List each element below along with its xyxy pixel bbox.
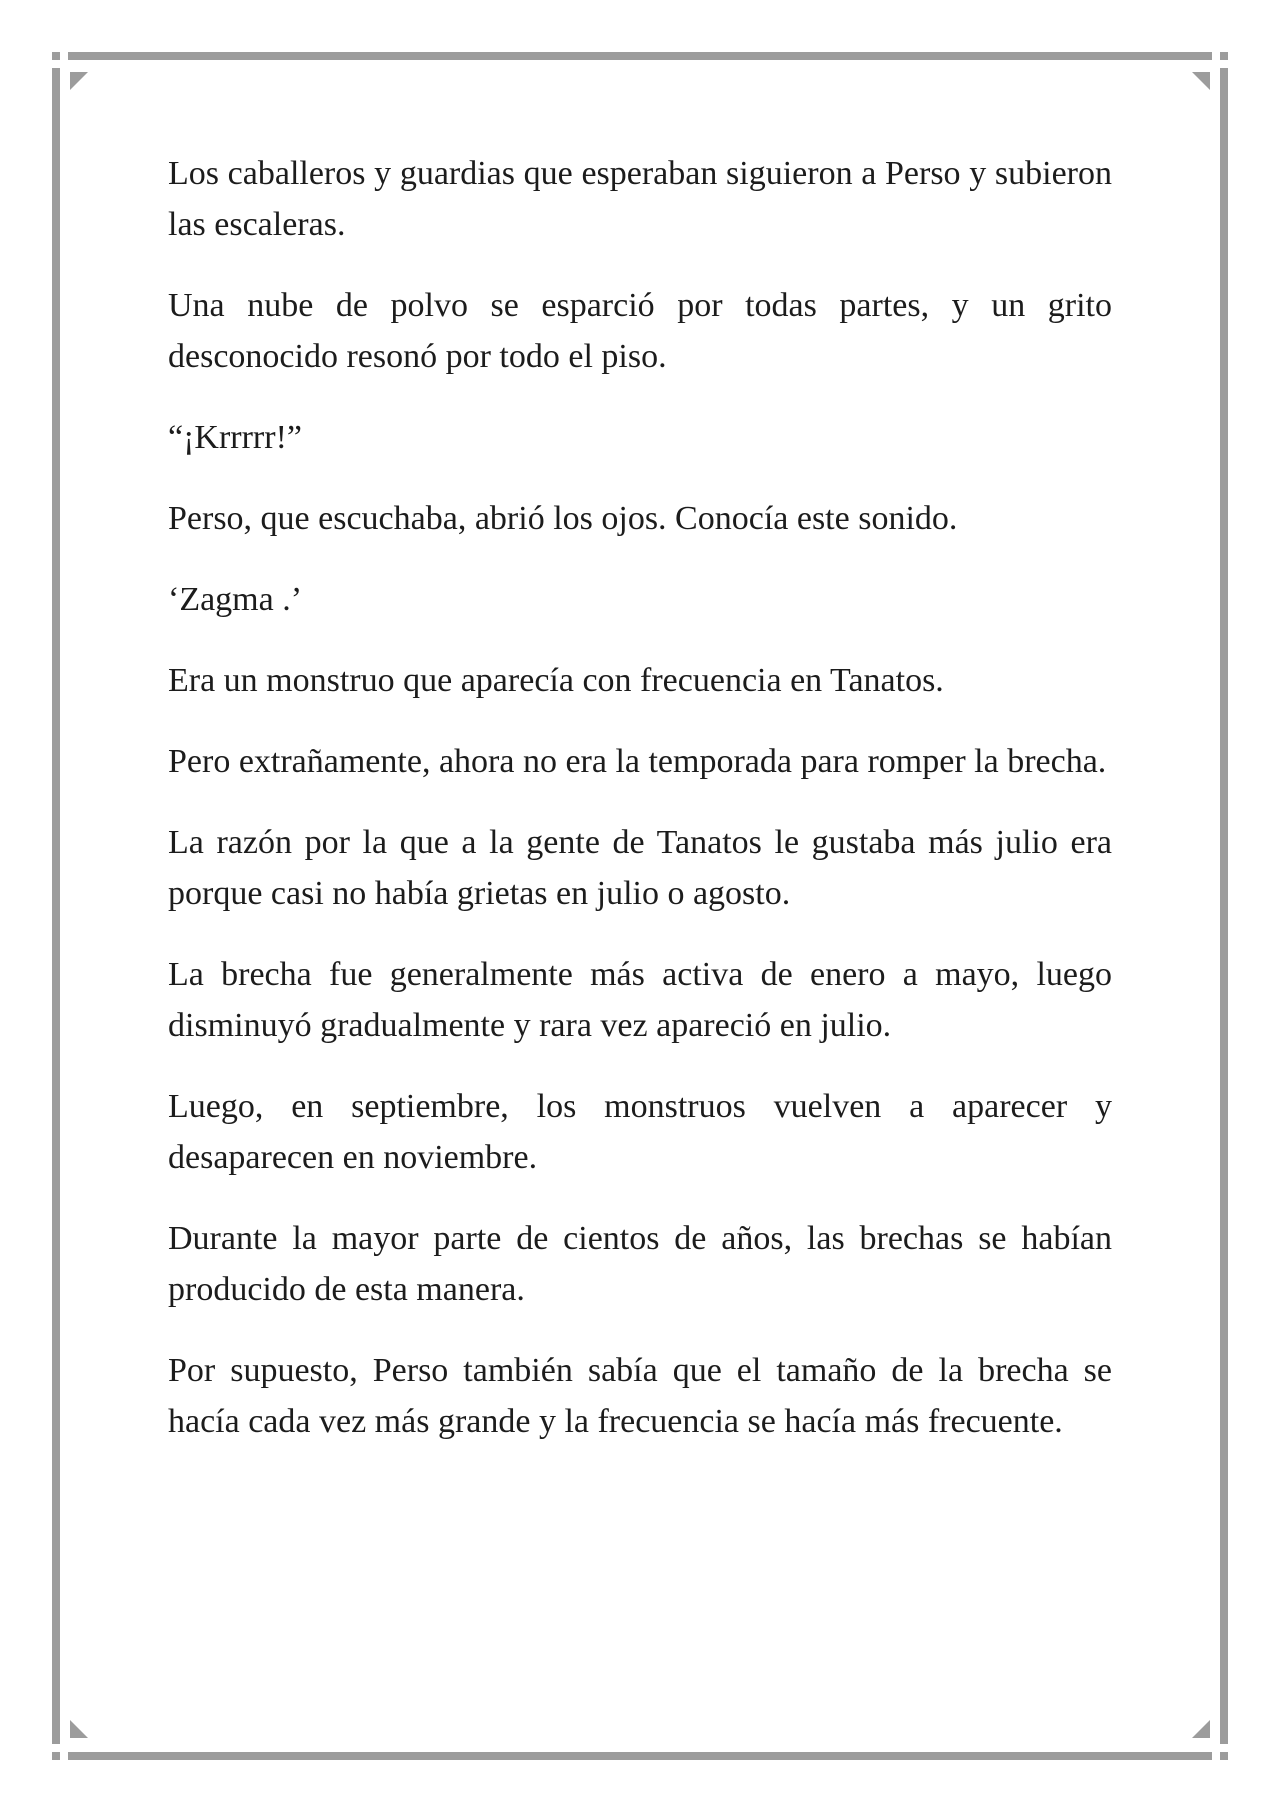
paragraph: La brecha fue generalmente más activa de enero a mayo, luego disminuyó gradualmente y rara vez apareció en julio. xyxy=(168,956,1112,1044)
paragraph: Durante la mayor parte de cientos de años, las brechas se habían producido de esta manera. xyxy=(168,1220,1112,1308)
paragraph: Pero extrañamente, ahora no era la temporada para romper la brecha. xyxy=(168,743,1107,780)
corner-triangle-bottom-left xyxy=(70,1720,88,1738)
frame-top-border xyxy=(68,52,1212,60)
corner-triangle-top-right xyxy=(1192,72,1210,90)
paragraph: “¡Krrrrr!” xyxy=(168,419,302,456)
corner-ornament-top-left xyxy=(52,52,60,60)
corner-ornament-top-right xyxy=(1220,52,1228,60)
paragraph: Una nube de polvo se esparció por todas partes, y un grito desconocido resonó por todo el piso. xyxy=(168,287,1112,375)
paragraph: Los caballeros y guardias que esperaban siguieron a Perso y subieron las escaleras. xyxy=(168,155,1112,243)
paragraph: Era un monstruo que aparecía con frecuencia en Tanatos. xyxy=(168,662,944,699)
paragraph: Luego, en septiembre, los monstruos vuelven a aparecer y desaparecen en noviembre. xyxy=(168,1088,1112,1176)
corner-ornament-bottom-right xyxy=(1220,1752,1228,1760)
paragraph: La razón por la que a la gente de Tanatos le gustaba más julio era porque casi no había grietas en julio o agosto. xyxy=(168,824,1112,912)
corner-ornament-bottom-left xyxy=(52,1752,60,1760)
frame-left-border xyxy=(52,68,60,1744)
paragraph: Perso, que escuchaba, abrió los ojos. Conocía este sonido. xyxy=(168,500,958,537)
corner-triangle-top-left xyxy=(70,72,88,90)
corner-triangle-bottom-right xyxy=(1192,1720,1210,1738)
paragraph: ‘Zagma .’ xyxy=(168,581,303,618)
paragraph: Por supuesto, Perso también sabía que el tamaño de la brecha se hacía cada vez más grande y la frecuencia se hacía más frecuente. xyxy=(168,1352,1112,1440)
frame-bottom-border xyxy=(68,1752,1212,1760)
page-text xyxy=(168,148,1112,1477)
frame-right-border xyxy=(1220,68,1228,1744)
